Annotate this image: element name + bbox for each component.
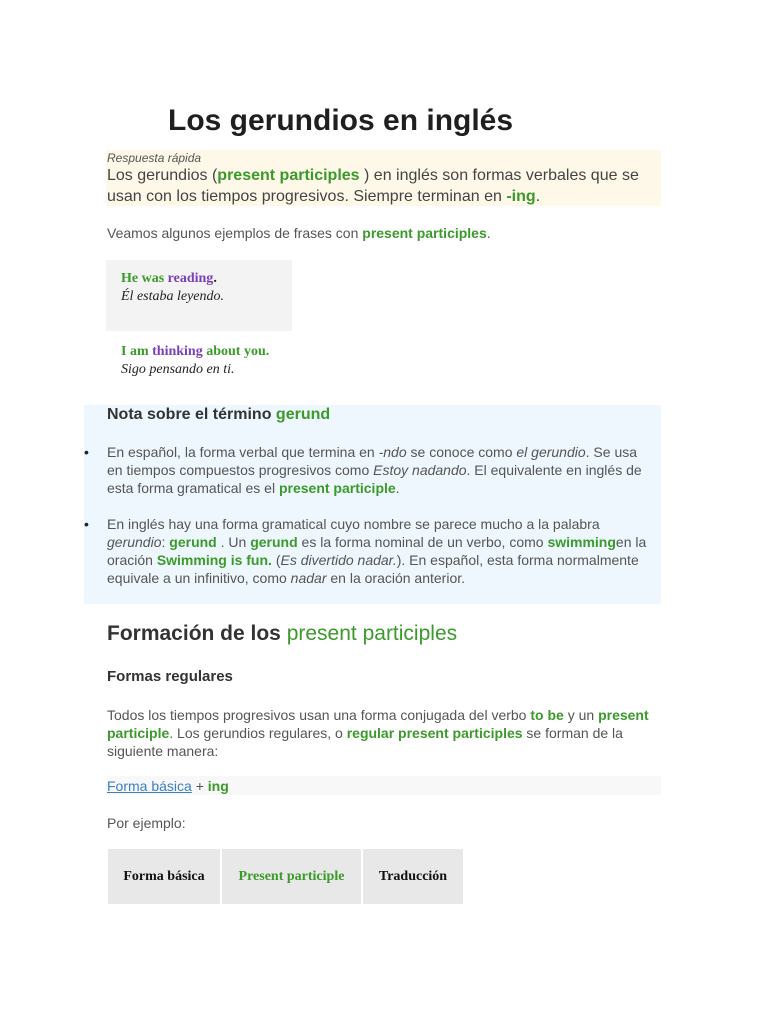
example-2 [121, 343, 269, 379]
example-2-english: I am thinking about you. [121, 344, 270, 359]
bullet-icon: • [84, 516, 89, 532]
header-forma-basica: Forma básica [108, 849, 220, 904]
example-1-spanish: Él estaba leyendo. [121, 289, 225, 304]
regular-forms-paragraph: Todos los tiempos progresivos usan una forma conjugada del verbo to be y un present participle. Los gerundios regulares, o regular present participles se forman de la siguiente manera: [107, 707, 649, 759]
term-present-participles: present participles [217, 167, 360, 184]
note-item-2: • En inglés hay una forma gramatical cuyo nombre se parece mucho a la palabra gerundio: gerund . Un gerund es la forma nominal de un verbo, como swimmingen la oración Swimming is fun. (Es divertido nadar.). En español, esta forma normalmente equivale a un infinitivo, como nadar en la oración anterior. [84, 516, 647, 586]
example-1-english: He was reading. [121, 271, 217, 286]
formula: Forma básica + ing [107, 778, 229, 794]
bullet-icon: • [84, 444, 89, 460]
note-item-1: • En español, la forma verbal que termina en -ndo se conoce como el gerundio. Se usa en tiempos compuestos progresivos como Estoy nadando. El equivalente en inglés de esta forma gramatical es el present participle. [84, 444, 642, 496]
note-title: Nota sobre el término gerund [107, 406, 331, 423]
forma-basica-link[interactable]: Forma básica [107, 778, 192, 794]
quick-answer-label: Respuesta rápida [107, 151, 202, 165]
intro-paragraph: Veamos algunos ejemplos de frases con present participles. [107, 225, 491, 241]
suffix-ing: -ing [506, 188, 536, 205]
example-2-spanish: Sigo pensando en ti. [121, 362, 235, 377]
header-traduccion: Traducción [363, 849, 463, 904]
quick-answer-text: Los gerundios (present participles ) en inglés son formas verbales que se usan con los tiempos progresivos. Siempre terminan en -ing. [107, 167, 639, 205]
por-ejemplo-text: Por ejemplo: [107, 815, 186, 831]
header-present-participle: Present participle [222, 849, 361, 904]
section-title: Formación de los present participles [107, 622, 458, 645]
forms-table [106, 849, 465, 904]
subsection-title: Formas regulares [107, 668, 233, 685]
note-list [84, 443, 654, 605]
example-1 [121, 270, 224, 306]
table-header-row [108, 849, 463, 904]
page-title: Los gerundios en inglés [168, 104, 514, 137]
